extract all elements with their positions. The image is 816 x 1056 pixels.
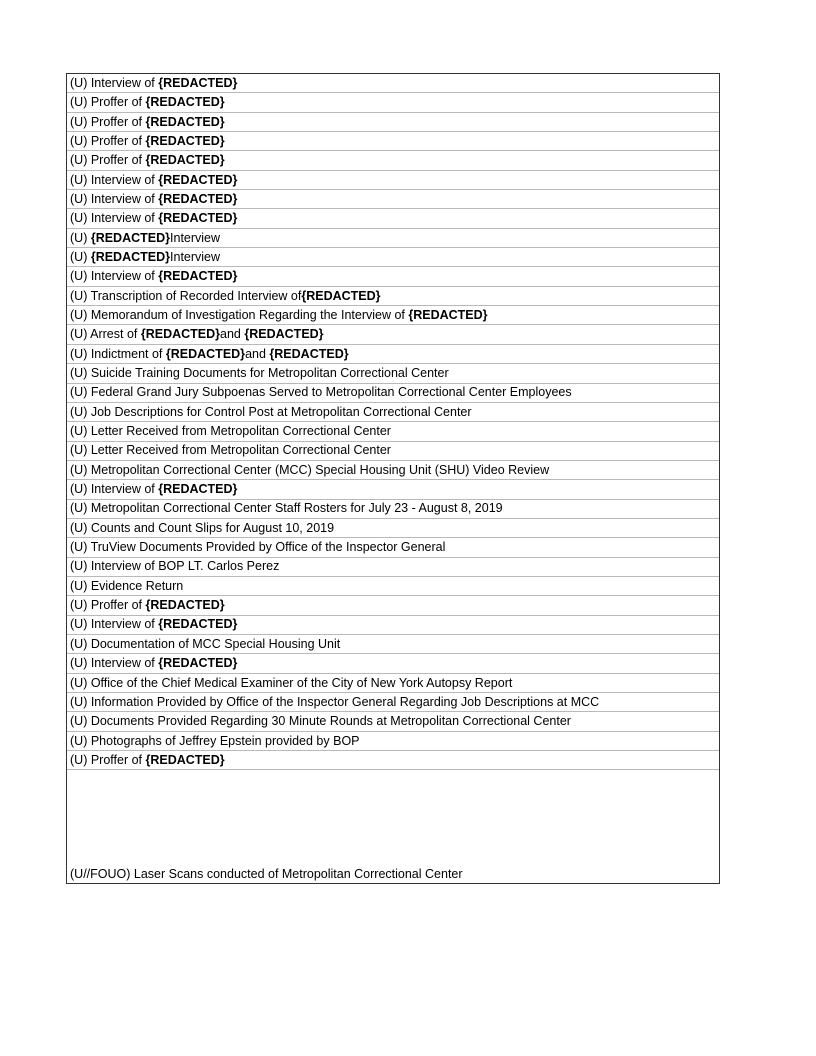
table-row [67, 384, 719, 403]
table-row [67, 770, 719, 883]
row-text: (U) [70, 230, 91, 245]
row-text: (U) [70, 249, 91, 264]
row-text: (U) Interview of BOP LT. Carlos Perez [70, 559, 280, 574]
table-row [67, 558, 719, 577]
table-row [67, 132, 719, 151]
row-text: (U) Documentation of MCC Special Housing Unit [70, 636, 341, 651]
row-text: (U) Interview of [70, 172, 159, 187]
table-row [67, 267, 719, 286]
table-row [67, 461, 719, 480]
row-text: (U) TruView Documents Provided by Office of the Inspector General [70, 540, 446, 555]
table-row [67, 500, 719, 519]
table-row [67, 306, 719, 325]
row-text: (U) Counts and Count Slips for August 10, 2019 [70, 520, 335, 535]
row-text: (U) Suicide Training Documents for Metropolitan Correctional Center [70, 366, 449, 380]
table-row [67, 190, 719, 209]
redacted-placeholder: {REDACTED} [158, 269, 238, 284]
redacted-placeholder: {REDACTED} [90, 249, 171, 264]
redacted-placeholder: {REDACTED} [145, 133, 225, 148]
row-text: (U) Documents Provided Regarding 30 Minute Rounds at Metropolitan Correctional Center [70, 714, 571, 729]
row-text: and [245, 346, 270, 361]
table-row [67, 209, 719, 228]
row-text: (U) Interview of [70, 269, 159, 284]
row-text: and [220, 327, 245, 342]
row-text: (U) Indictment of [70, 346, 166, 361]
table-row [67, 325, 719, 344]
table-row [67, 732, 719, 751]
row-text: (U) Interview of [70, 75, 159, 90]
evidence-list-table [66, 73, 720, 884]
redacted-placeholder: {REDACTED} [145, 598, 225, 613]
row-text: (U) Metropolitan Correctional Center Staff Rosters for July 23 - August 8, 2019 [70, 501, 503, 516]
redacted-placeholder: {REDACTED} [90, 230, 171, 245]
redacted-placeholder: {REDACTED} [158, 172, 238, 187]
row-text: (U) Photographs of Jeffrey Epstein provided by BOP [70, 733, 360, 748]
row-text: (U) Interview of [70, 617, 159, 632]
redacted-placeholder: {REDACTED} [408, 307, 488, 322]
table-row [67, 635, 719, 654]
table-row [67, 519, 719, 538]
table-row [67, 113, 719, 132]
redacted-placeholder: {REDACTED} [145, 114, 225, 129]
table-row [67, 442, 719, 461]
table-row [67, 654, 719, 673]
redacted-placeholder: {REDACTED} [158, 617, 238, 632]
row-text: (U) Proffer of [70, 95, 146, 110]
row-text: (U) Letter Received from Metropolitan Correctional Center [70, 443, 391, 458]
row-text: (U//FOUO) Laser Scans conducted of Metropolitan Correctional Center [70, 866, 463, 881]
row-text: (U) Job Descriptions for Control Post at Metropolitan Correctional Center [70, 404, 472, 419]
row-text: (U) Evidence Return [70, 578, 184, 593]
redacted-placeholder: {REDACTED} [158, 656, 238, 671]
row-text: (U) Metropolitan Correctional Center (MCC) Special Housing Unit (SHU) Video Review [70, 462, 550, 477]
row-text: (U) Transcription of Recorded Interview of [70, 288, 302, 303]
row-text: Interview [170, 249, 221, 264]
table-row [67, 577, 719, 596]
table-row [67, 674, 719, 693]
table-row [67, 248, 719, 267]
row-text: (U) Federal Grand Jury Subpoenas Served to Metropolitan Correctional Center Employees [70, 385, 572, 400]
row-text: (U) Information Provided by Office of the Inspector General Regarding Job Descriptions at MCC [70, 694, 600, 709]
row-text: (U) Memorandum of Investigation Regarding the Interview of [70, 307, 409, 322]
table-row [67, 693, 719, 712]
redacted-placeholder: {REDACTED} [158, 75, 238, 90]
redacted-placeholder: {REDACTED} [301, 288, 381, 303]
row-text: (U) Proffer of [70, 133, 146, 148]
row-text: (U) Letter Received from Metropolitan Correctional Center [70, 424, 391, 439]
row-text: (U) Office of the Chief Medical Examiner of the City of New York Autopsy Report [70, 675, 513, 690]
row-text: (U) Arrest of [70, 327, 141, 342]
row-text: Interview [170, 230, 221, 245]
redacted-placeholder: {REDACTED} [158, 482, 238, 497]
row-text: (U) Interview of [70, 211, 159, 226]
table-row [67, 538, 719, 557]
redacted-placeholder: {REDACTED} [269, 346, 349, 361]
redacted-placeholder: {REDACTED} [145, 95, 225, 110]
table-row [67, 403, 719, 422]
table-row [67, 287, 719, 306]
table-row [67, 480, 719, 499]
table-row [67, 596, 719, 615]
row-text: (U) Interview of [70, 656, 159, 671]
table-row [67, 74, 719, 93]
table-row [67, 345, 719, 364]
row-text: (U) Proffer of [70, 598, 146, 613]
table-row [67, 364, 719, 383]
table-row [67, 422, 719, 441]
redacted-placeholder: {REDACTED} [145, 752, 225, 767]
table-row [67, 151, 719, 170]
table-row [67, 93, 719, 112]
redacted-placeholder: {REDACTED} [140, 327, 221, 342]
row-text: (U) Proffer of [70, 153, 146, 168]
redacted-placeholder: {REDACTED} [158, 211, 238, 226]
table-row [67, 171, 719, 190]
redacted-placeholder: {REDACTED} [145, 153, 225, 168]
redacted-placeholder: {REDACTED} [158, 191, 238, 206]
table-row [67, 712, 719, 731]
redacted-placeholder: {REDACTED} [244, 327, 324, 342]
row-text: (U) Interview of [70, 482, 159, 497]
row-text: (U) Proffer of [70, 752, 146, 767]
redacted-placeholder: {REDACTED} [165, 346, 246, 361]
row-text: (U) Proffer of [70, 114, 146, 129]
table-row [67, 616, 719, 635]
table-row [67, 751, 719, 770]
row-text: (U) Interview of [70, 191, 159, 206]
table-row [67, 229, 719, 248]
